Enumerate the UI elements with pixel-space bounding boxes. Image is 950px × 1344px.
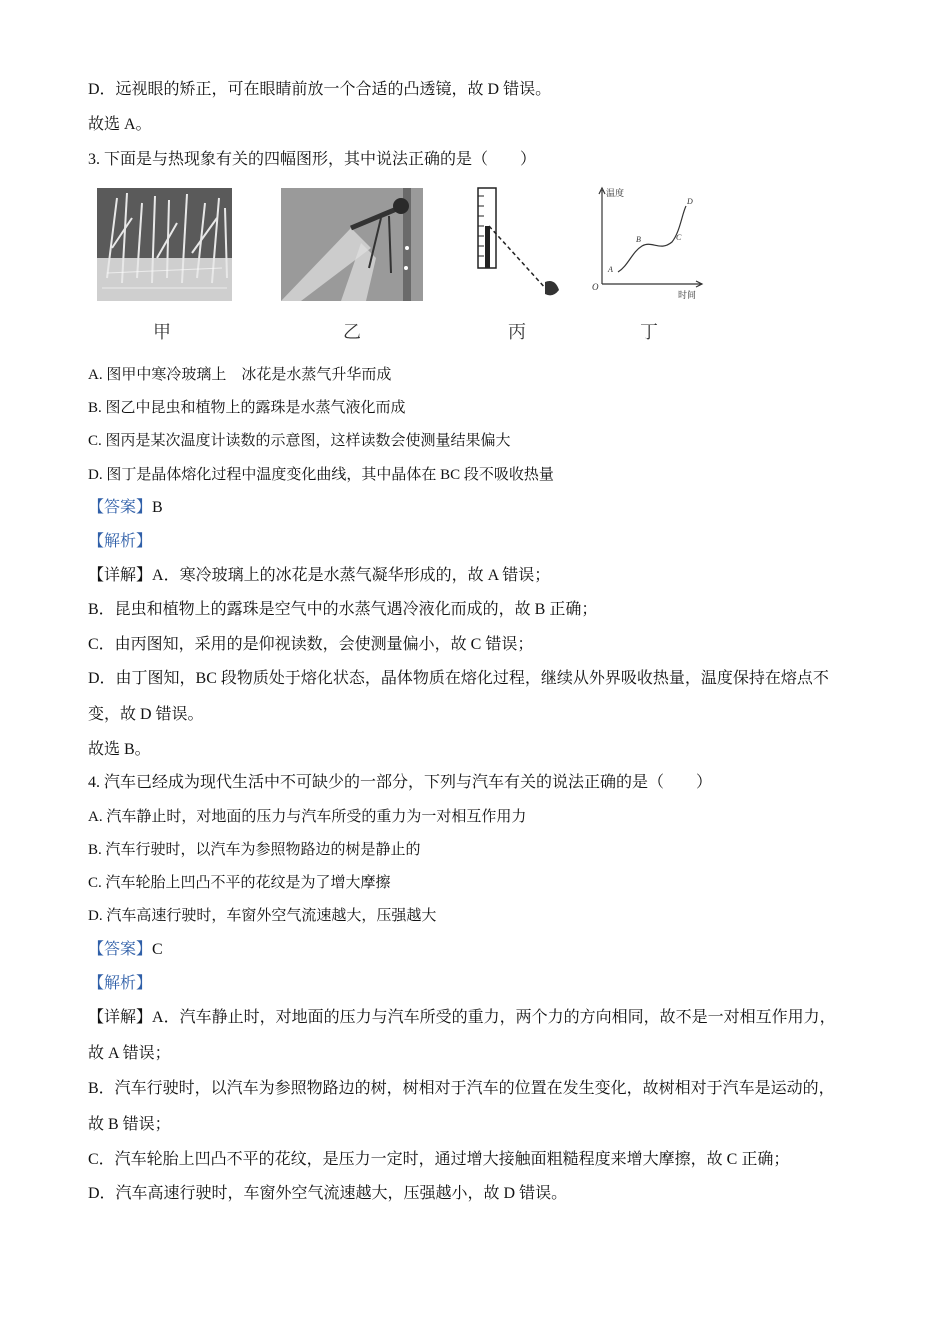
q3-answer-value: B (152, 499, 163, 516)
q4-option-d: D. 汽车高速行驶时，车窗外空气流速越大，压强越大 (88, 908, 437, 924)
q4-stem: 4. 汽车已经成为现代生活中不可缺少的一部分，下列与汽车有关的说法正确的是（ ） (88, 774, 713, 791)
dragonfly-figure (281, 188, 423, 301)
q4-detail-b-line2: 故 B 错误； (88, 1116, 171, 1133)
q3-detail-c: C．由丙图知，采用的是仰视读数，会使测量偏小，故 C 错误； (88, 636, 534, 653)
graph-point-c: C (676, 233, 682, 242)
q4-answer-label: 【答案】 (88, 941, 153, 958)
q3-detail-a (88, 566, 550, 586)
q3-analysis-label: 【解析】 (88, 533, 153, 550)
q4-option-a: A. 汽车静止时，对地面的压力与汽车所受的重力为一对相互作用力 (88, 809, 527, 825)
q3-detail-d-line2: 变，故 D 错误。 (88, 706, 204, 723)
q3-detail-d-line1: D．由丁图知，BC 段物质处于熔化状态，晶体物质在熔化过程，继续从外界吸收热量，温度保持在熔点不 (88, 670, 829, 687)
q3-detail-b: B．昆虫和植物上的露珠是空气中的水蒸气遇冷液化而成的，故 B 正确； (88, 601, 598, 618)
q4-detail-d: D．汽车高速行驶时，车窗外空气流速越大，压强越小，故 D 错误。 (88, 1185, 568, 1202)
graph-x-label: 时间 (678, 290, 697, 300)
graph-origin: O (592, 282, 599, 292)
frost-figure (97, 188, 232, 301)
q2-option-d-text: D．远视眼的矫正，可在眼睛前放一个合适的凸透镜，故 D 错误。 (88, 81, 552, 98)
figure-caption-yi: 乙 (343, 322, 361, 342)
q3-option-d: D. 图丁是晶体熔化过程中温度变化曲线，其中晶体在 BC 段不吸收热量 (88, 467, 554, 483)
figure-caption-ding: 丁 (640, 322, 658, 342)
q4-detail-b-line1: B．汽车行驶时，以汽车为参照物路边的树，树相对于汽车的位置在发生变化，故树相对于汽车是运动的， (88, 1080, 835, 1097)
graph-point-b: B (636, 235, 641, 244)
q3-option-a: A. 图甲中寒冷玻璃上 冰花是水蒸气升华而成 (88, 367, 392, 383)
q2-conclusion: 故选 A。 (88, 116, 152, 133)
q3-answer-label: 【答案】 (88, 499, 153, 516)
thermometer-figure (475, 186, 575, 304)
graph-point-a: A (608, 265, 613, 274)
q3-detail-label: 【详解】 (88, 567, 153, 584)
q3-stem: 3. 下面是与热现象有关的四幅图形，其中说法正确的是（ ） (88, 151, 537, 168)
figure-caption-bing: 丙 (508, 322, 526, 342)
q4-detail-a-text: A．汽车静止时，对地面的压力与汽车所受的重力，两个力的方向相同，故不是一对相互作用力， (152, 1009, 836, 1026)
q4-detail-a-line2: 故 A 错误； (88, 1045, 171, 1062)
q3-option-b: B. 图乙中昆虫和植物上的露珠是水蒸气液化而成 (88, 400, 406, 416)
q4-analysis-label: 【解析】 (88, 975, 153, 992)
q4-answer-value: C (152, 941, 163, 958)
q4-detail-c: C．汽车轮胎上凹凸不平的花纹，是压力一定时，通过增大接触面粗糙程度来增大摩擦，故 C 正确； (88, 1151, 790, 1168)
q3-answer (88, 498, 163, 518)
q3-option-c: C. 图丙是某次温度计读数的示意图，这样读数会使测量结果偏大 (88, 433, 511, 449)
figure-caption-jia: 甲 (153, 322, 171, 342)
q3-conclusion: 故选 B。 (88, 741, 151, 758)
q4-answer (88, 940, 163, 960)
q4-option-b: B. 汽车行驶时，以汽车为参照物路边的树是静止的 (88, 842, 421, 858)
melting-curve-figure (590, 184, 710, 302)
q3-detail-a-text: A．寒冷玻璃上的冰花是水蒸气凝华形成的，故 A 错误； (152, 567, 551, 584)
graph-y-label: 温度 (606, 188, 625, 198)
q4-option-c: C. 汽车轮胎上凹凸不平的花纹是为了增大摩擦 (88, 875, 391, 891)
q4-detail-label: 【详解】 (88, 1009, 153, 1026)
q4-detail-a-line1 (88, 1008, 836, 1028)
graph-point-d: D (687, 197, 693, 206)
